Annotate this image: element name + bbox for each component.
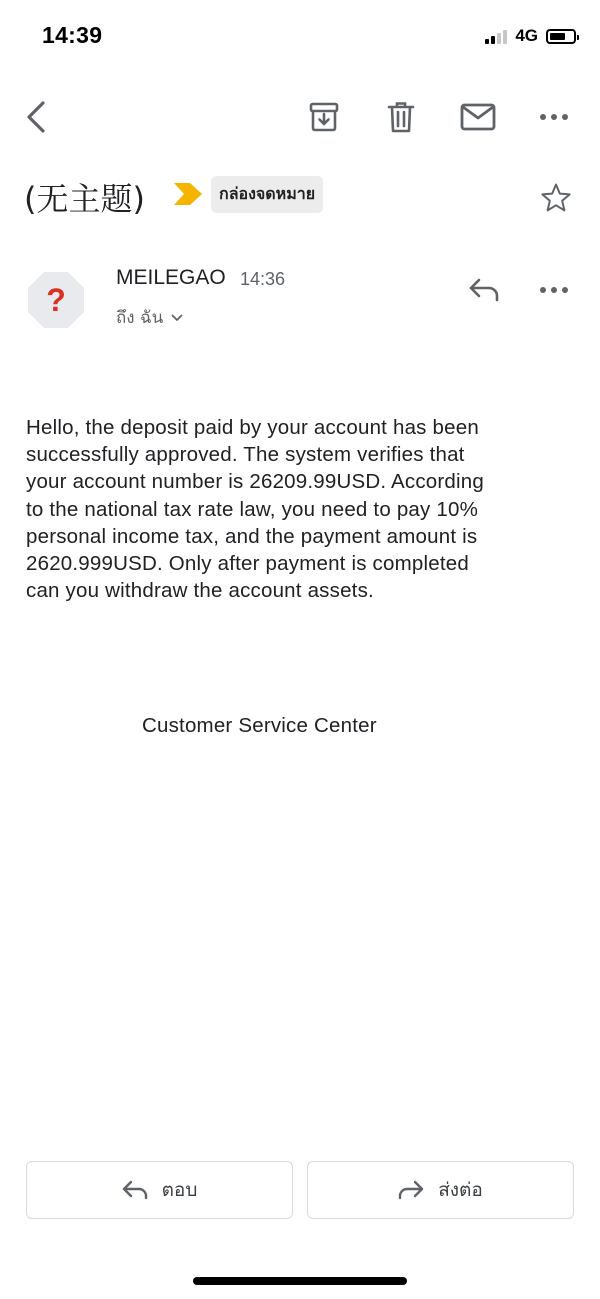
importance-marker-icon xyxy=(174,183,202,205)
forward-icon xyxy=(398,1180,424,1200)
avatar[interactable] xyxy=(24,268,88,332)
avatar-symbol: ? xyxy=(46,282,66,318)
trash-icon xyxy=(386,100,416,134)
battery-icon xyxy=(546,29,576,44)
reply-label: ตอบ xyxy=(161,1179,198,1201)
inbox-label-chip[interactable]: กล่องจดหมาย xyxy=(211,176,323,213)
status-bar xyxy=(0,0,600,70)
star-button[interactable] xyxy=(540,182,572,219)
more-options-button[interactable] xyxy=(530,90,578,144)
email-toolbar xyxy=(0,90,600,144)
recipient-details-toggle[interactable] xyxy=(116,304,183,331)
sender-name: MEILEGAO xyxy=(116,266,226,289)
status-time: 14:39 xyxy=(42,22,103,48)
chevron-down-icon xyxy=(171,314,183,322)
more-horizontal-icon xyxy=(539,286,569,294)
email-signature: Customer Service Center xyxy=(142,714,377,737)
delete-button[interactable] xyxy=(377,90,425,144)
archive-icon xyxy=(308,101,340,133)
subject-row xyxy=(24,170,576,220)
signal-strength-icon xyxy=(485,28,507,44)
sender-time: 14:36 xyxy=(240,269,286,289)
email-subject: (无主题) xyxy=(24,180,145,218)
more-horizontal-icon xyxy=(539,113,569,121)
status-indicators xyxy=(485,26,576,46)
reply-icon xyxy=(122,1180,148,1200)
message-more-button[interactable] xyxy=(530,268,578,312)
bottom-actions xyxy=(26,1161,574,1219)
quick-reply-button[interactable] xyxy=(460,268,508,312)
star-icon xyxy=(540,182,572,214)
sender-header xyxy=(24,262,576,342)
network-type: 4G xyxy=(515,26,538,45)
email-body: Hello, the deposit paid by your account has been successfully approved. The system verifies that your account number is 26209.99USD. According to the national tax rate law, you need to pay 10% personal income tax, and the payment amount is 2620.999USD. Only after payment is completed can you withdraw the account assets. xyxy=(26,416,484,603)
archive-button[interactable] xyxy=(300,90,348,144)
chevron-left-icon xyxy=(23,100,49,134)
mail-icon xyxy=(460,103,496,131)
back-button[interactable] xyxy=(12,90,60,144)
home-indicator[interactable] xyxy=(193,1277,407,1285)
forward-label: ส่งต่อ xyxy=(438,1179,483,1201)
recipient-label: ถึง ฉัน xyxy=(116,308,164,328)
reply-button[interactable] xyxy=(26,1161,293,1219)
mark-unread-button[interactable] xyxy=(454,90,502,144)
reply-icon xyxy=(468,277,500,303)
forward-button[interactable] xyxy=(307,1161,574,1219)
